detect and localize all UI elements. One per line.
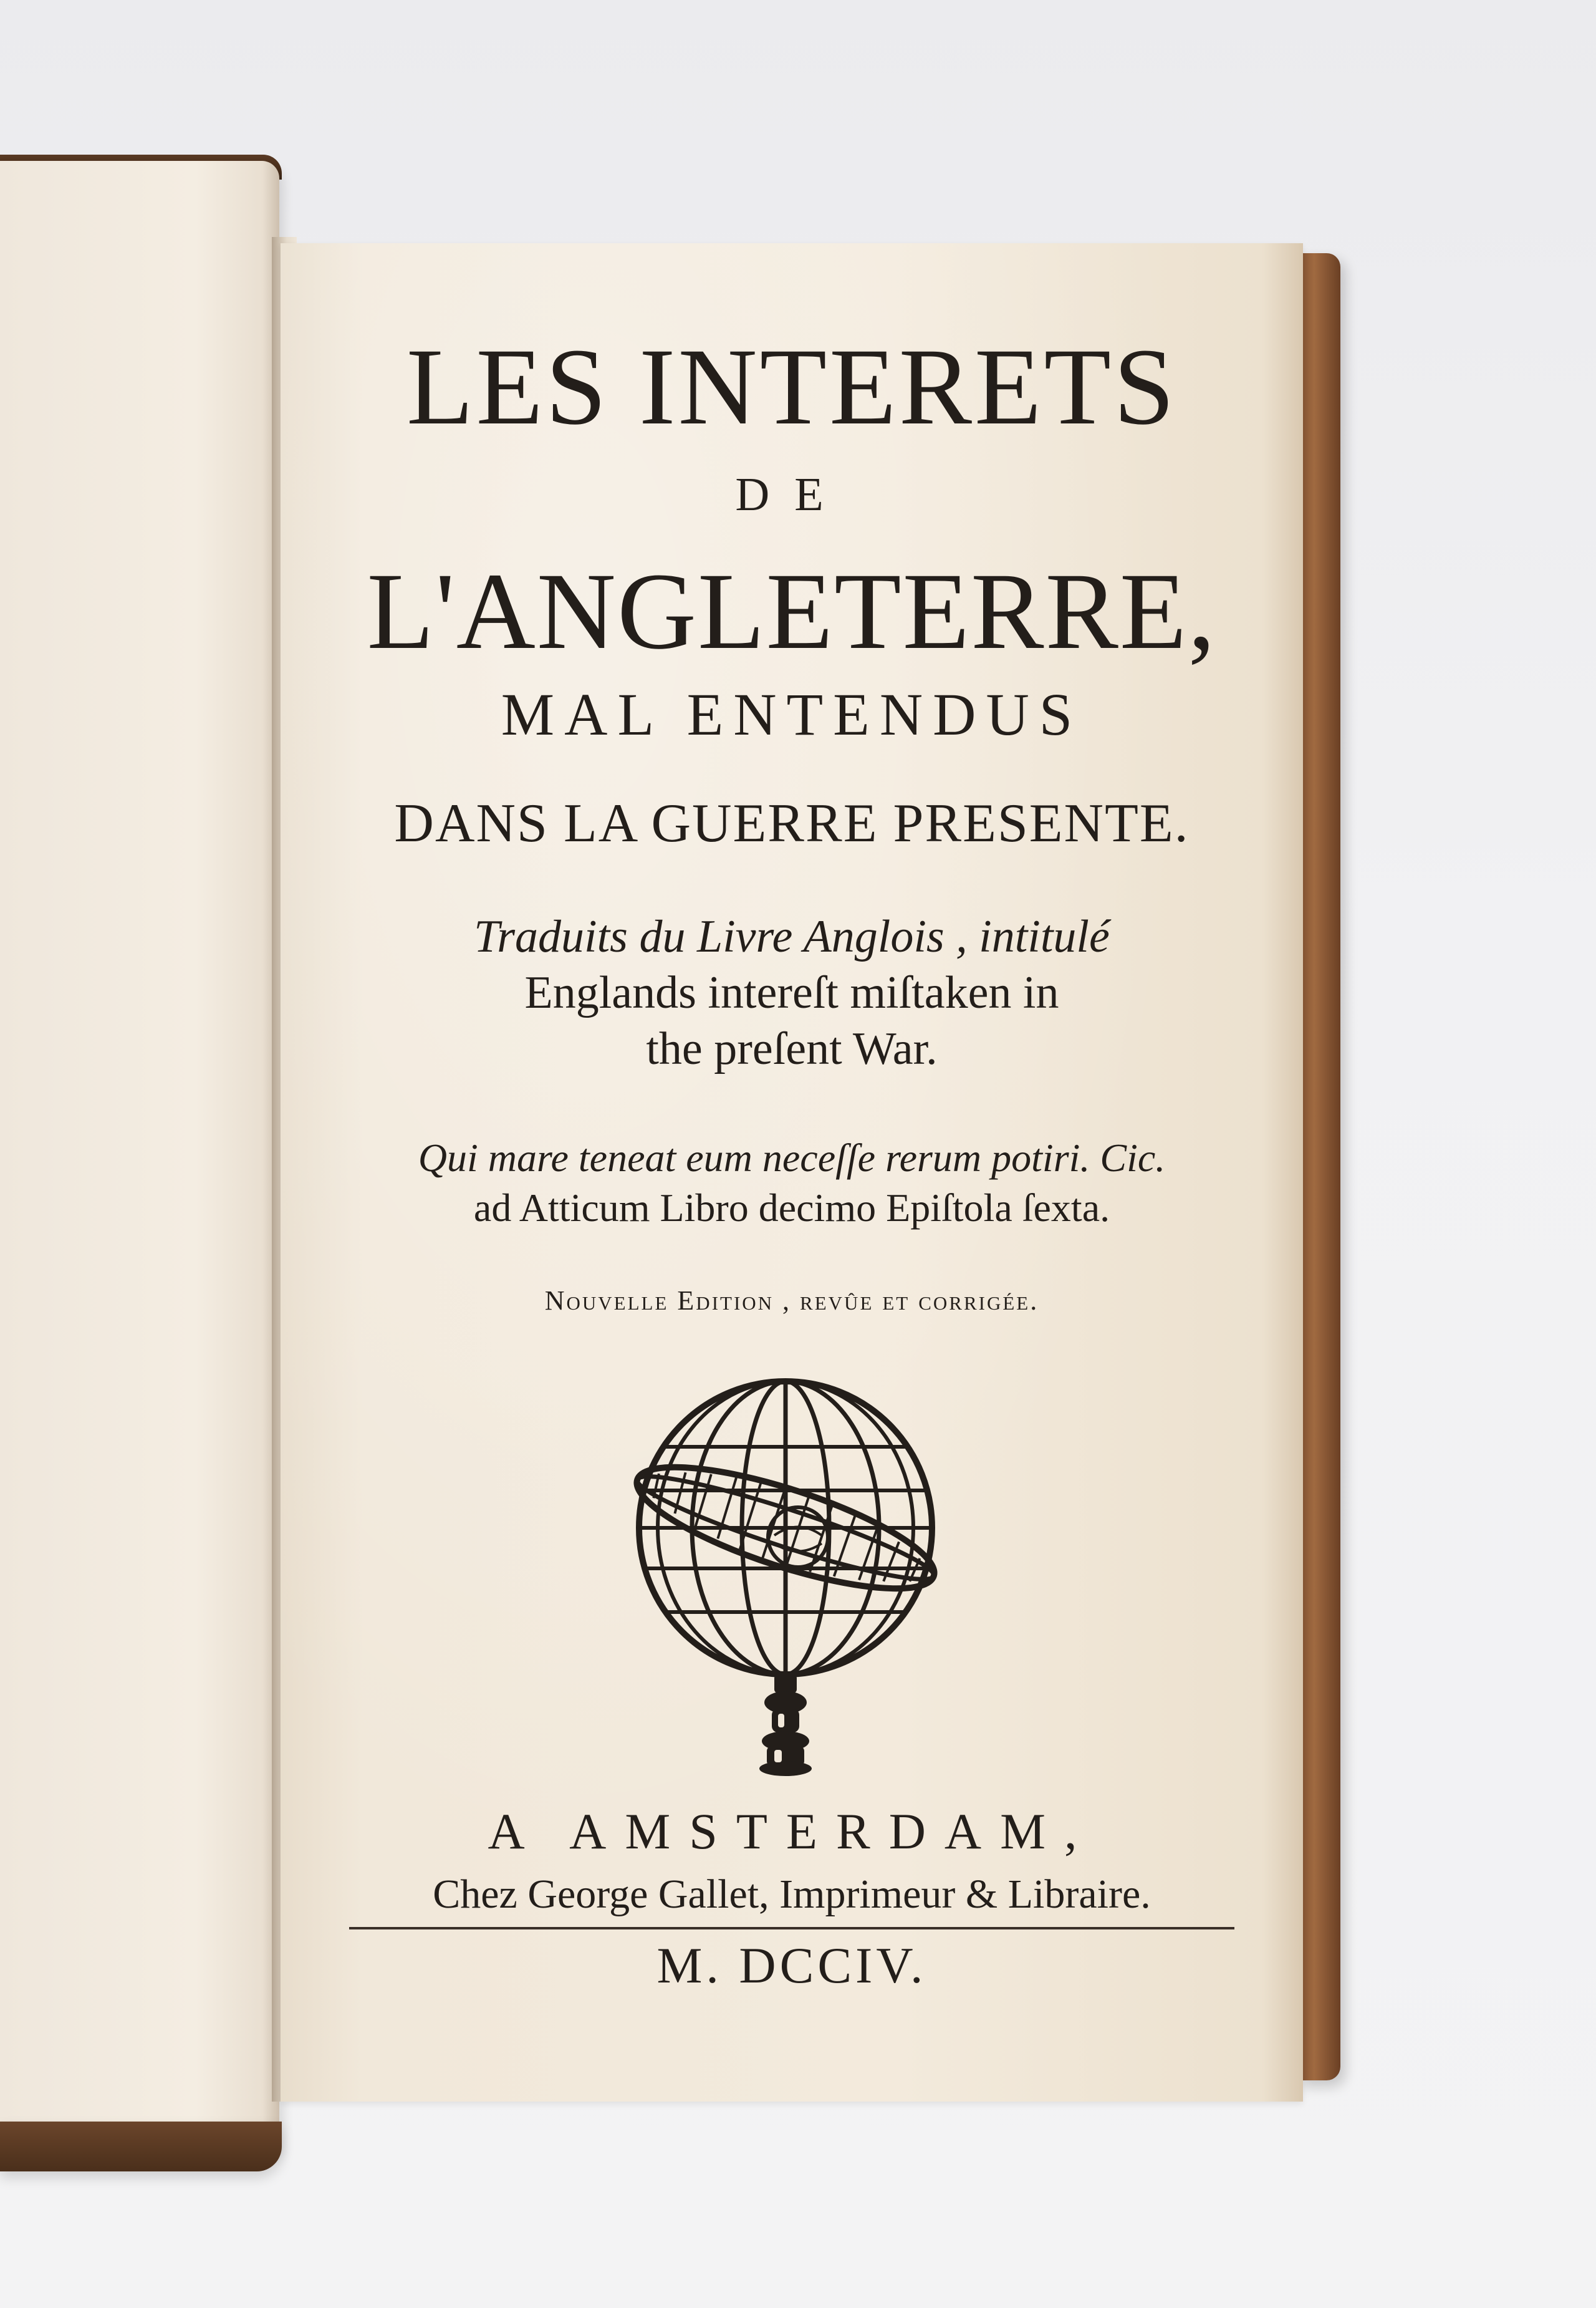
imprint-rule [349,1927,1234,1929]
quote-line-2: ad Atticum Libro decimo Epiſtola ſexta. [473,1185,1110,1230]
guerre-line: DANS LA GUERRE PRESENTE. [394,793,1190,854]
city-line: A AMSTERDAM, [488,1803,1096,1860]
mal-entendus-line: MAL ENTENDUS [501,681,1083,748]
title-page [281,243,1303,2102]
title-line: LES INTERETS [406,326,1177,448]
left-blank-page [0,161,279,2153]
printer-line: Chez George Gallet, Imprimeur & Libraire. [433,1871,1151,1917]
english-title-line-2: the preſent War. [646,1023,938,1074]
de-line: DE [735,468,848,521]
year-line: M. DCCIV. [656,1937,927,1994]
country-line: L'ANGLETERRE, [367,551,1217,672]
quote-line-1: Qui mare teneat eum neceſſe rerum potiri. Cic. [418,1136,1166,1180]
armillary-sphere-icon [611,1372,960,1777]
english-title-line-1: Englands intereſt miſtaken in [524,967,1059,1018]
right-leather-cover [1297,253,1340,2080]
edition-line: Nouvelle Edition , revûe et corrigée. [544,1285,1039,1316]
left-cover-bottom-edge [0,2122,282,2171]
traduits-line: Traduits du Livre Anglois , intitulé [474,911,1110,962]
